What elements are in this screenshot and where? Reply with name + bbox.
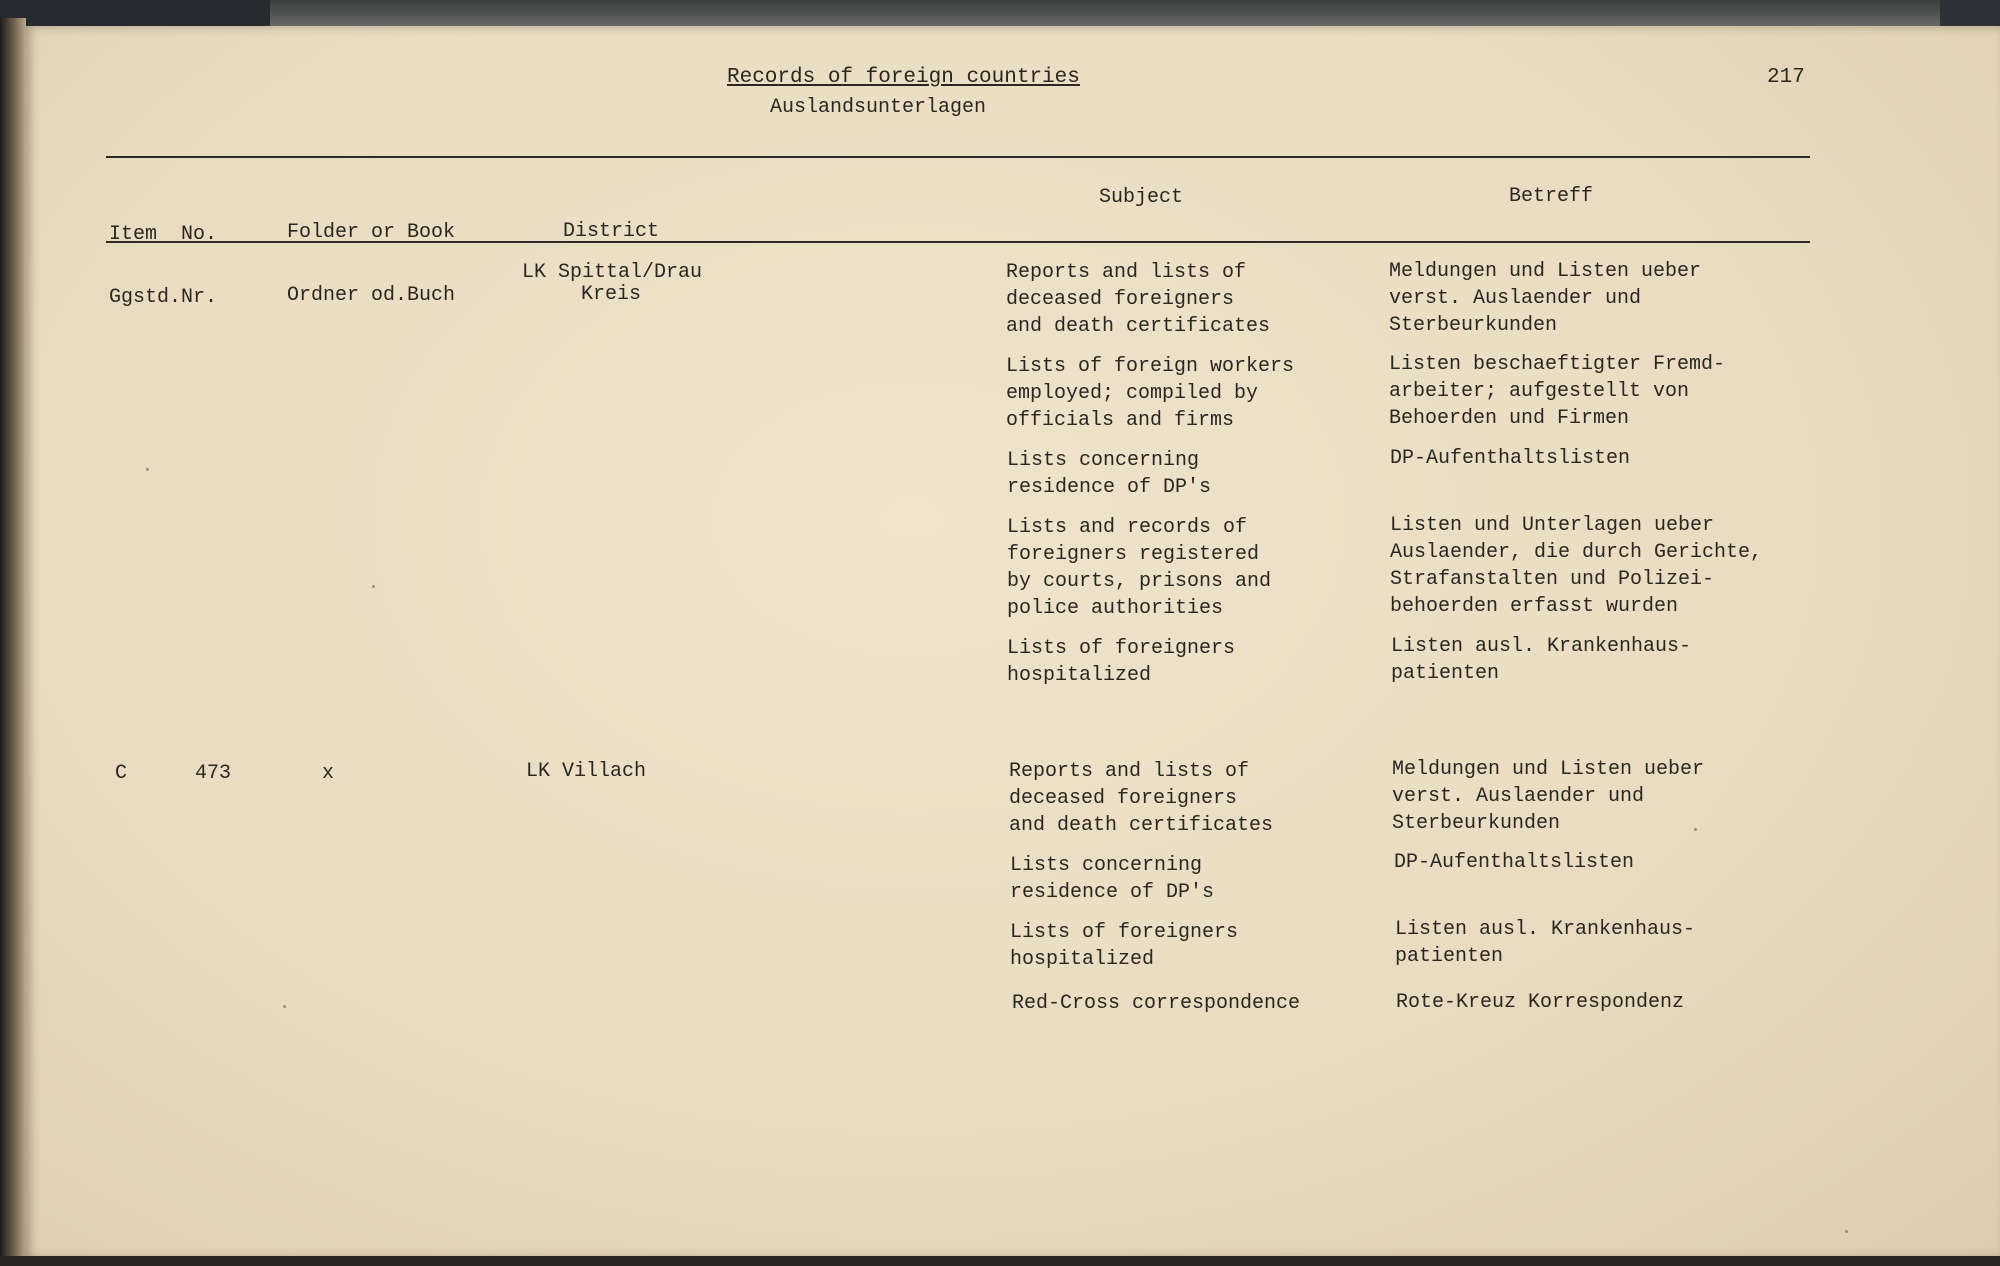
betreff-g1-e1: Meldungen und Listen ueber verst. Auslaender und Sterbeurkunden [1389,260,1702,337]
subject-g2-e4: Red-Cross correspondence [1012,992,1301,1015]
col-head-item-no [109,182,217,329]
betreff-g1-e2: Listen beschaeftigter Fremd- arbeiter; aufgestellt von Behoerden und Firmen [1389,353,1726,430]
betreff-g2-e3: Listen ausl. Krankenhaus- patienten [1395,918,1696,968]
subject-g2-e1: Reports and lists of deceased foreigners and death certificates [1009,760,1274,837]
district-villach: LK Villach [526,760,647,783]
folder-mark-x: x [322,762,335,785]
book-spine [0,18,26,1266]
item-number-473: 473 [195,762,232,785]
col-head-item-no-en: Item No. [109,223,218,246]
subject-g1-e1: Reports and lists of deceased foreigners and death certificates [1006,261,1271,338]
betreff-g1-e3: DP-Aufenthaltslisten [1390,447,1631,470]
subject-g1-e5: Lists of foreigners hospitalized [1007,637,1236,687]
col-head-folder [287,180,455,327]
paper-speck [146,468,149,471]
district-spittal: LK Spittal/Drau [522,261,703,284]
betreff-g1-e5: Listen ausl. Krankenhaus- patienten [1391,635,1692,685]
paper-speck [372,585,375,588]
betreff-g2-e2: DP-Aufenthaltslisten [1394,851,1635,874]
item-code-c: C [115,762,128,785]
betreff-g2-e1: Meldungen und Listen ueber verst. Auslaender und Sterbeurkunden [1392,758,1705,835]
page-title: Records of foreign countries [727,66,1080,89]
col-head-betreff: Betreff [1509,185,1594,208]
col-head-subject: Subject [1099,186,1184,209]
col-head-district [563,179,659,326]
subject-g1-e3: Lists concerning residence of DP's [1007,449,1212,499]
col-head-district-en: District [563,220,660,243]
betreff-g2-e4: Rote-Kreuz Korrespondenz [1396,991,1685,1014]
subject-g2-e2: Lists concerning residence of DP's [1010,854,1215,904]
col-head-district-de: Kreis [581,283,642,306]
betreff-g1-e4: Listen und Unterlagen ueber Auslaender, die durch Gerichte, Strafanstalten und Polizei- behoerden erfasst wurden [1390,514,1763,618]
paper-speck [1845,1230,1848,1233]
scan-top-edge-left [0,0,270,26]
subject-g1-e2: Lists of foreign workers employed; compiled by officials and firms [1006,355,1295,432]
paper-speck [283,1005,286,1008]
page-subtitle: Auslandsunterlagen [770,96,987,119]
subject-g2-e3: Lists of foreigners hospitalized [1010,921,1239,971]
page-number: 217 [1767,66,1805,89]
paper-speck [1694,828,1697,831]
header-top-rule [106,156,1810,158]
subject-g1-e4: Lists and records of foreigners registered by courts, prisons and police authorities [1007,516,1272,620]
col-head-item-no-de: Ggstd.Nr. [109,286,218,309]
col-head-folder-en: Folder or Book [287,221,456,244]
scan-bottom-edge [0,1256,2000,1266]
col-head-folder-de: Ordner od.Buch [287,284,456,307]
